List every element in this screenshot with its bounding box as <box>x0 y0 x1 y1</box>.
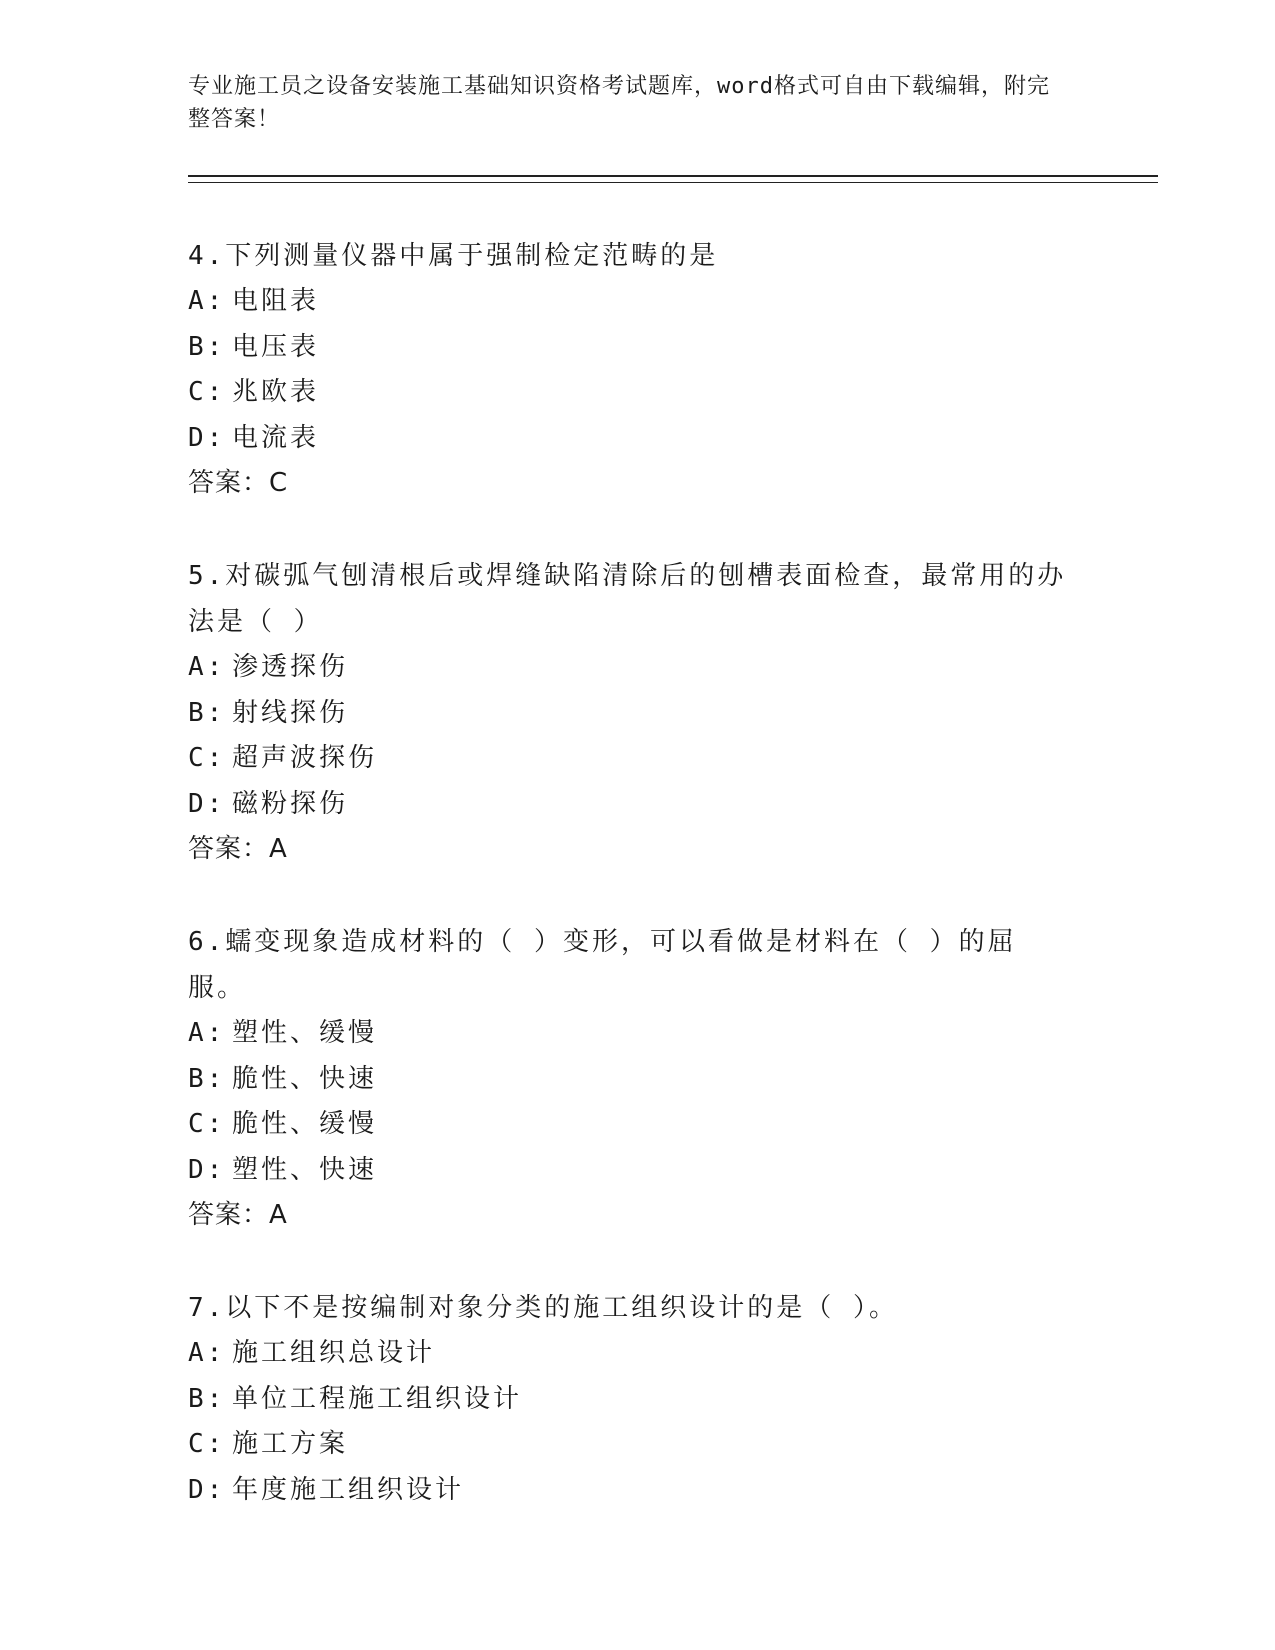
option-text: 渗透探伤 <box>232 652 349 682</box>
option-b <box>188 1057 1158 1103</box>
option-label: B: <box>188 697 226 728</box>
option-label: D: <box>188 1154 226 1185</box>
option-b <box>188 691 1158 737</box>
option-text: 超声波探伤 <box>232 743 378 773</box>
question-7 <box>188 1285 1158 1513</box>
option-b <box>188 1377 1158 1423</box>
answer-line: 答案：A <box>188 1200 288 1230</box>
option-c <box>188 1422 1158 1468</box>
question-text: 6.蠕变现象造成材料的（ ）变形，可以看做是材料在（ ）的屈服。 <box>188 927 1017 1003</box>
option-label: C: <box>188 377 226 407</box>
question-text: 7.以下不是按编制对象分类的施工组织设计的是（ ）。 <box>188 1293 898 1323</box>
option-a <box>188 1011 1158 1057</box>
option-text: 兆欧表 <box>232 377 320 407</box>
option-d <box>188 782 1158 828</box>
option-c <box>188 736 1158 782</box>
option-text: 脆性、缓慢 <box>232 1109 378 1139</box>
option-text: 施工组织总设计 <box>232 1338 436 1368</box>
option-label: D: <box>188 422 226 453</box>
option-d <box>188 1468 1158 1514</box>
option-label: A: <box>188 286 226 316</box>
option-label: B: <box>188 1063 226 1094</box>
option-c <box>188 370 1158 416</box>
option-d <box>188 1148 1158 1194</box>
option-text: 电压表 <box>232 331 320 362</box>
option-text: 年度施工组织设计 <box>232 1474 465 1505</box>
document-page <box>188 70 1158 1560</box>
option-label: B: <box>188 1383 226 1414</box>
option-text: 电阻表 <box>232 286 320 316</box>
option-d <box>188 416 1158 462</box>
question-5 <box>188 553 1158 872</box>
option-label: A: <box>188 1018 226 1048</box>
option-a <box>188 645 1158 691</box>
option-text: 脆性、快速 <box>232 1063 378 1094</box>
option-text: 塑性、快速 <box>232 1154 378 1185</box>
option-label: D: <box>188 788 226 819</box>
option-text: 单位工程施工组织设计 <box>232 1383 523 1414</box>
option-label: C: <box>188 1109 226 1139</box>
option-text: 射线探伤 <box>232 697 349 728</box>
document-header: 专业施工员之设备安装施工基础知识资格考试题库，word格式可自由下载编辑，附完整答案！ <box>188 74 1050 132</box>
option-a <box>188 279 1158 325</box>
option-label: B: <box>188 331 226 362</box>
question-text: 4.下列测量仪器中属于强制检定范畴的是 <box>188 241 719 271</box>
question-6 <box>188 919 1158 1238</box>
option-text: 塑性、缓慢 <box>232 1018 378 1048</box>
option-label: D: <box>188 1474 226 1505</box>
option-text: 磁粉探伤 <box>232 788 349 819</box>
option-label: A: <box>188 1338 226 1368</box>
question-4 <box>188 233 1158 506</box>
option-label: C: <box>188 1429 226 1459</box>
option-text: 电流表 <box>232 422 320 453</box>
option-text: 施工方案 <box>232 1429 349 1459</box>
option-label: C: <box>188 743 226 773</box>
option-label: A: <box>188 652 226 682</box>
answer-line: 答案：A <box>188 834 288 864</box>
option-c <box>188 1102 1158 1148</box>
option-a <box>188 1331 1158 1377</box>
answer-line: 答案：C <box>188 468 289 498</box>
question-text: 5.对碳弧气刨清根后或焊缝缺陷清除后的刨槽表面检查，最常用的办法是（ ） <box>188 561 1067 637</box>
question-list <box>188 233 1158 1513</box>
header-divider <box>188 175 1158 183</box>
option-b <box>188 325 1158 371</box>
